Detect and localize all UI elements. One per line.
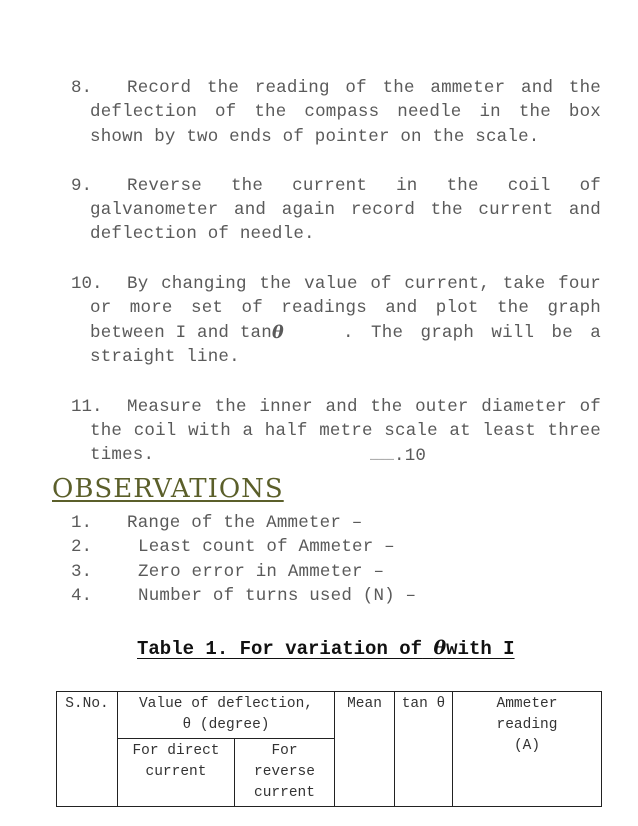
step-number: 10. [71, 274, 103, 294]
step-10-line-2: or more set of readings and plot the graph [90, 298, 601, 318]
observation-table [56, 691, 602, 807]
header-deflection-line1: Value of deflection, [138, 696, 314, 712]
header-ammeter-line1: Ammeter [496, 696, 558, 712]
theta-symbol: θ [433, 637, 447, 659]
step-8-line-1: Record the reading of the ammeter and the [127, 78, 601, 98]
step-11-line-3: times. [90, 445, 155, 465]
step-10-line-3 [90, 323, 601, 343]
step-10-line-3b: . The graph will be a [343, 323, 601, 343]
observation-item: Least count of Ammeter – [138, 537, 395, 557]
theta-symbol: θ [436, 696, 446, 712]
header-deflection [118, 692, 335, 739]
step-number: 11. [71, 397, 103, 417]
observation-item: Range of the Ammeter – [127, 513, 363, 533]
observations-heading-text: OBSERVATIONS [52, 474, 284, 504]
table-title [137, 637, 515, 660]
observation-item: Zero error in Ammeter – [138, 562, 385, 582]
step-number: 9. [71, 176, 93, 196]
step-10-line-4: straight line. [90, 347, 240, 367]
theta-symbol: θ [182, 717, 192, 733]
header-reverse-line2: reverse [254, 764, 315, 780]
step-9-line-3: deflection of needle. [90, 224, 315, 244]
header-deflection-line2: (degree) [199, 717, 270, 733]
header-tan: tan [401, 696, 428, 712]
observation-number: 2. [71, 537, 93, 557]
header-reverse-current [235, 739, 335, 807]
observations-heading [52, 474, 284, 504]
header-ammeter-line2: reading [496, 717, 558, 733]
step-11-line-2: the coil with a half metre scale at least three [90, 421, 601, 441]
page-ref-dots: ………… [370, 453, 395, 464]
observation-number: 4. [71, 586, 93, 606]
table-title-prefix: Table 1. For variation of [137, 638, 423, 660]
header-reverse-line1: For [271, 743, 298, 759]
header-tan-theta [395, 692, 453, 807]
observation-number: 1. [71, 513, 93, 533]
header-ammeter [453, 692, 602, 807]
step-number: 8. [71, 78, 93, 98]
page-ref-number: .10 [394, 446, 427, 466]
header-direct-line2: current [145, 764, 207, 780]
table-header-row [57, 692, 602, 739]
observation-number: 3. [71, 562, 93, 582]
step-9-line-2: galvanometer and again record the current and [90, 200, 601, 220]
observation-item: Number of turns used (N) – [138, 586, 417, 606]
table-title-suffix: with I [446, 638, 515, 660]
step-11-line-1: Measure the inner and the outer diameter of [127, 397, 601, 417]
header-direct-current [118, 739, 235, 807]
step-8-line-3: shown by two ends of pointer on the scale. [90, 127, 540, 147]
theta-symbol: θ [271, 323, 284, 343]
step-8-line-2: deflection of the compass needle in the box [90, 102, 601, 122]
header-direct-line1: For direct [132, 743, 220, 759]
header-reverse-line3: current [254, 785, 315, 801]
step-9-line-1: Reverse the current in the coil of [127, 176, 601, 196]
step-10-line-3a: between I and tan [90, 323, 272, 343]
header-ammeter-line3: (A) [513, 738, 541, 754]
page-reference [370, 446, 426, 466]
header-mean: Mean [335, 692, 395, 807]
header-sno: S.No. [57, 692, 118, 807]
step-10-line-1: By changing the value of current, take four [127, 274, 601, 294]
